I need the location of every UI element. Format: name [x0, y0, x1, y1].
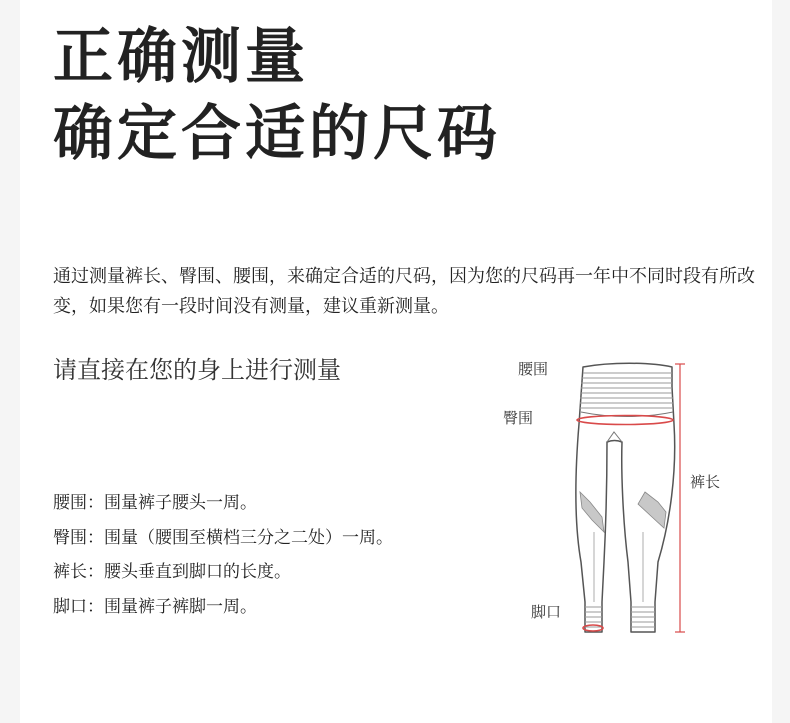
measurement-diagram: [500, 352, 730, 642]
label-length: 裤长: [690, 473, 721, 491]
content-panel: [20, 0, 772, 723]
section-subtitle: 请直接在您的身上进行测量: [53, 356, 341, 384]
definition-cuff: 脚口：围量裤子裤脚一周。: [53, 596, 257, 617]
definition-hip: 臀围：围量（腰围至横档三分之二处）一周。: [53, 527, 393, 548]
label-hip: 臀围: [503, 409, 534, 427]
intro-paragraph: 通过测量裤长、臀围、腰围，来确定合适的尺码，因为您的尺码再一年中不同时段有所改变，如果您有一段时间没有测量，建议重新测量。: [53, 266, 755, 317]
page-title-line-2: 确定合适的尺码: [53, 99, 501, 169]
leggings-icon: [500, 352, 730, 642]
label-cuff: 脚口: [531, 603, 562, 621]
page-title-line-1: 正确测量: [53, 22, 309, 92]
definition-waist: 腰围：围量裤子腰头一周。: [53, 493, 257, 513]
definition-length: 裤长：腰头垂直到脚口的长度。: [53, 562, 291, 582]
measurement-definitions: [53, 486, 393, 624]
label-waist: 腰围: [518, 360, 549, 378]
